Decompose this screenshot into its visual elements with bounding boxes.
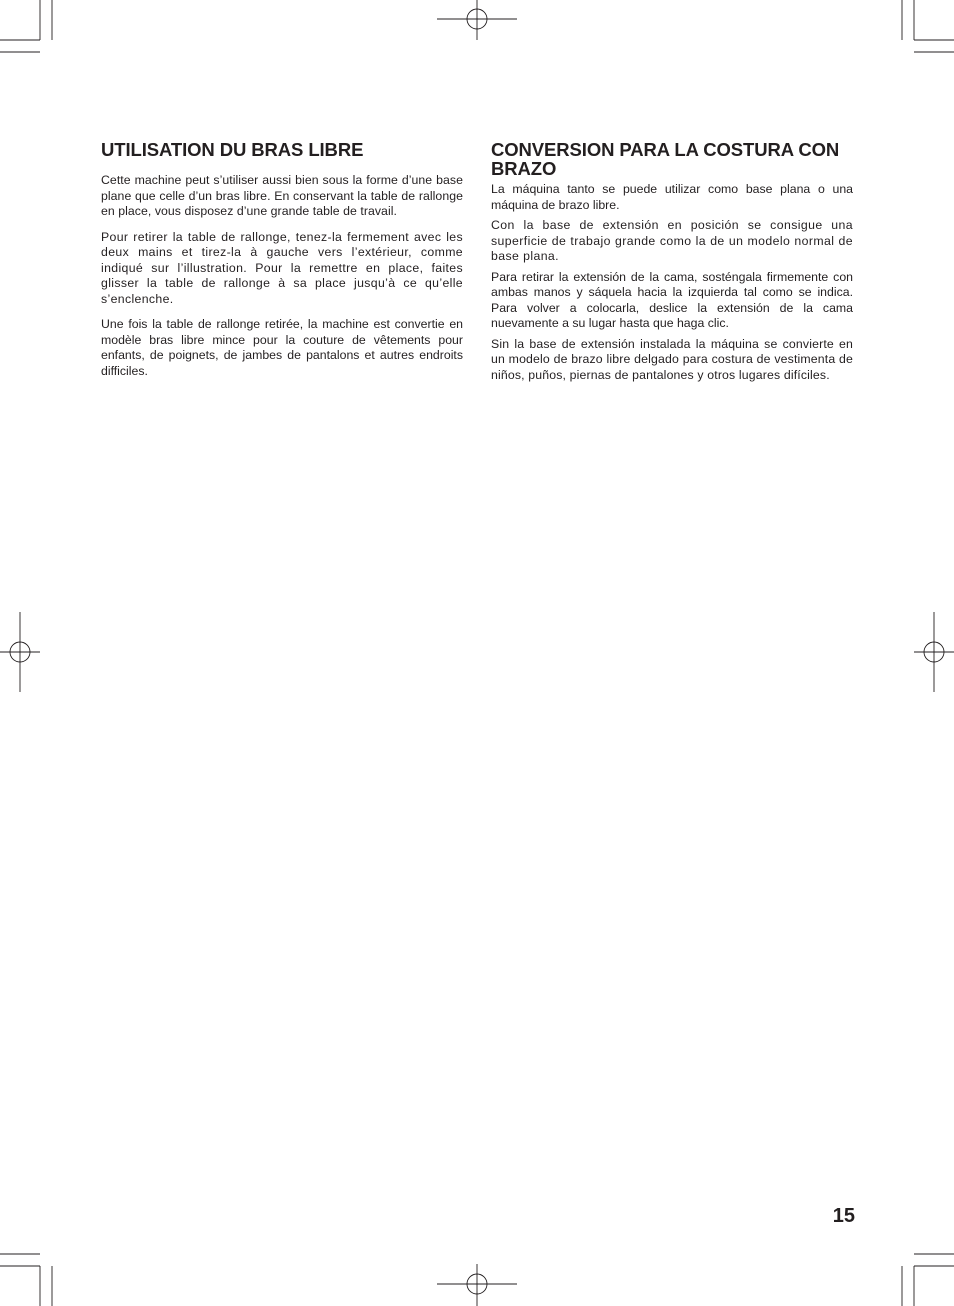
spanish-section [491, 140, 853, 388]
french-paragraph-2: Pour retirer la table de rallonge, tenez-la fermement avec les deux mains et tirez-la à gauche vers l’extérieur, comme indiqué sur l’illustration. Pour la remettre en place, faites glisser la table de rallonge à sa place jusqu’à ce qu’elle s’enclenche. [101, 229, 463, 306]
spanish-paragraph-1: La máquina tanto se puede utilizar como base plana o una máquina de brazo libre. [491, 182, 853, 212]
spanish-paragraph-2: Con la base de extensión en posición se consigue una superficie de trabajo grande como la de un modelo normal de base plana. [491, 218, 853, 263]
french-paragraph-3: Une fois la table de rallonge retirée, la machine est convertie en modèle bras libre mince pour la couture de vêtements pour enfants, de poignets, de jambes de pantalons et autres endroits difficiles. [101, 317, 463, 378]
french-paragraph-1: Cette machine peut s’utiliser aussi bien sous la forme d’une base plane que celle d’un bras libre. En conservant la table de rallonge en place, vous disposez d’une grande table de travail. [101, 173, 463, 218]
french-section [101, 140, 463, 389]
spanish-paragraph-4: Sin la base de extensión instalada la máquina se convierte en un modelo de brazo libre delgado para costura de vestimenta de niños, puños, piernas de pantalones y otros lugares difíciles. [491, 336, 853, 382]
page-number: 15 [832, 1205, 855, 1227]
spanish-heading: CONVERSION PARA LA COSTURA CON BRAZO [491, 139, 840, 179]
spanish-paragraph-3: Para retirar la extensión de la cama, sosténgala firmemente con ambas manos y sáquela hacia la izquierda tal como se indica. Para volver a colocarla, deslice la extensión de la cama nuevamente a su lugar hasta que haga clic. [491, 269, 853, 330]
french-heading: UTILISATION DU BRAS LIBRE [101, 139, 364, 160]
